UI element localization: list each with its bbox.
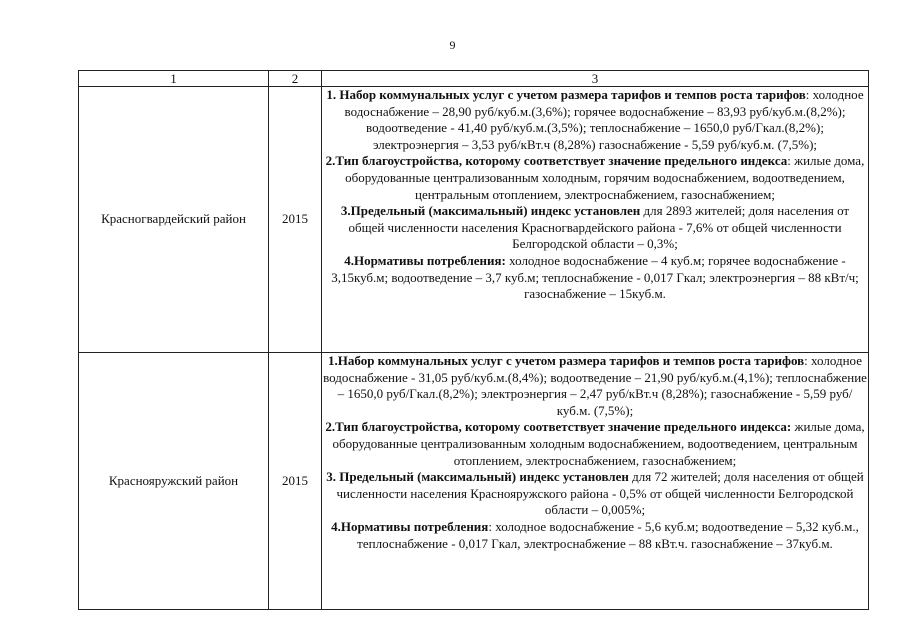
section-2 xyxy=(322,419,868,469)
year-cell: 2015 xyxy=(269,87,322,353)
section-text: холодное водоснабжение – 4 куб.м; горячее водоснабжение - 3,15куб.м; водоотведение – 3,7 куб.м; теплоснабжение - 0,017 Гкал; электроэнергия – 88 кВт/ч; газоснабжение – 15куб.м. xyxy=(331,252,859,302)
section-heading: 4.Нормативы потребления xyxy=(331,518,489,534)
section-1 xyxy=(322,87,868,153)
section-heading: 1. Набор коммунальных услуг с учетом размера тарифов и темпов роста тарифов xyxy=(326,87,806,102)
section-text: для 2893 жителей; доля населения от общей численности населения Красногвардейского района - 7,6% от общей численности Белгородской области – 0,3%; xyxy=(348,203,850,252)
section-text: жилые дома, оборудованные централизованным холодным водоснабжением, водоотведением, центральным отоплением, электроснабжением, газоснабжением; xyxy=(332,419,865,468)
section-heading: 4.Нормативы потребления: xyxy=(344,252,506,268)
section-3 xyxy=(322,469,868,519)
table-header-row xyxy=(79,71,869,87)
tariff-table xyxy=(78,70,869,610)
description-cell xyxy=(322,353,869,610)
section-text: : холодное водоснабжение - 5,6 куб.м; водоотведение – 5,32 куб.м., теплоснабжение - 0,017 Гкал, электроснабжение – 88 кВт.ч. газоснабжение – 37куб.м. xyxy=(357,518,859,551)
district-cell: Краснояружский район xyxy=(79,353,269,610)
district-cell: Красногвардейский район xyxy=(79,87,269,353)
description-cell xyxy=(322,87,869,353)
table-row xyxy=(79,87,869,353)
section-1 xyxy=(322,353,868,419)
section-heading: 1.Набор коммунальных услуг с учетом размера тарифов и темпов роста тарифов xyxy=(328,353,805,368)
section-heading: 2.Тип благоустройства, которому соответствует значение предельного индекса xyxy=(325,153,788,169)
section-text: для 72 жителей; доля населения от общей численности населения Краснояружского района - 0,5% от общей численности Белгородской области – 0,005%; xyxy=(336,469,864,518)
section-text: : холодное водоснабжение - 31,05 руб/куб.м.(8,4%); водоотведение – 21,90 руб/куб.м.(4,1%); теплоснабжение – 1650,0 руб/Гкал.(8,2%); электроэнергия – 2,47 руб/кВт.ч (8,28%); газоснабжение - 5,59 руб/куб.м. (7,5%); xyxy=(323,353,867,418)
section-4 xyxy=(322,519,868,552)
section-2 xyxy=(322,153,868,203)
section-3 xyxy=(322,203,868,253)
section-heading: 3. Предельный (максимальный) индекс установлен xyxy=(326,469,629,485)
table-row xyxy=(79,353,869,610)
page-number: 9 xyxy=(449,38,456,52)
section-text: : холодное водоснабжение – 28,90 руб/куб.м.(3,6%); горячее водоснабжение – 83,93 руб/куб.м.(8,2%); водоотведение - 41,40 руб/куб.м.(3,5%); теплоснабжение – 1650,0 руб/Гкал.(8,2%); электроэнергия – 3,53 руб/кВт.ч (8,28%) газоснабжение - 5,59 руб/куб.м. (7,5%); xyxy=(344,87,864,152)
section-heading: 3.Предельный (максимальный) индекс установлен xyxy=(340,203,641,219)
section-text: : жилые дома, оборудованные централизованным холодным, горячим водоснабжением, водоотведением, центральным отоплением, электроснабжением, газоснабжением; xyxy=(345,153,865,202)
section-4 xyxy=(322,253,868,303)
column-header-1: 1 xyxy=(79,71,269,87)
column-header-2: 2 xyxy=(269,71,322,87)
column-header-3: 3 xyxy=(322,71,869,87)
section-heading: 2.Тип благоустройства, которому соответствует значение предельного индекса: xyxy=(325,419,792,435)
year-cell: 2015 xyxy=(269,353,322,610)
